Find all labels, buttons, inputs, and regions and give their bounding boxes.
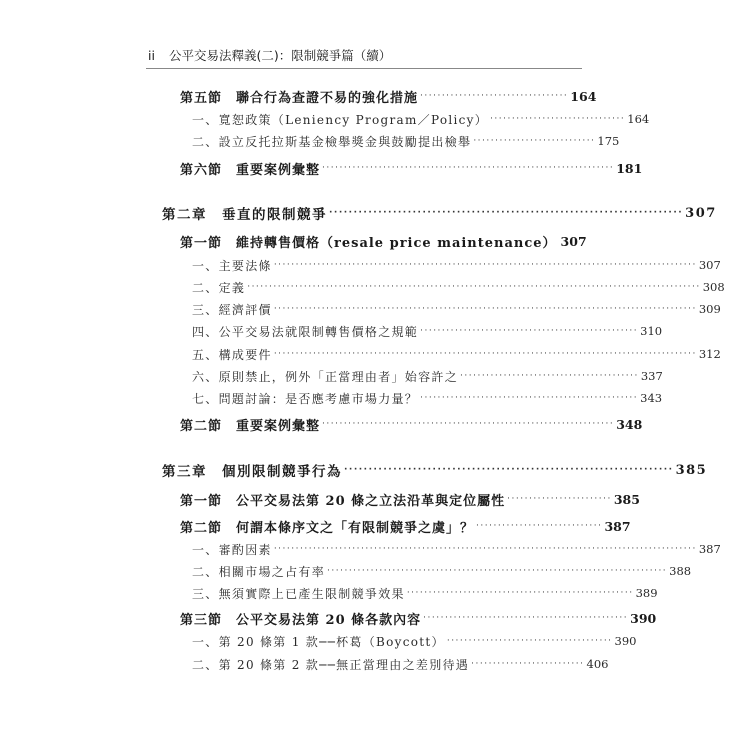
toc-entry-item (162, 344, 721, 364)
toc-entry-page: 308 (702, 280, 725, 294)
toc-entry-label: 第二章 垂直的限制競爭 (162, 207, 327, 223)
toc-entry-page: 307 (560, 233, 587, 249)
toc-entry-label: 二、第 20 條第 2 款──無正當理由之差別待遇 (192, 657, 470, 672)
toc-entry-item (162, 321, 663, 341)
dot-leader: ·················································· (420, 326, 639, 336)
toc-entry-section (162, 86, 597, 106)
toc-entry-page: 175 (597, 134, 620, 148)
toc-entry-label: 二、相關市場之占有率 (192, 564, 326, 579)
toc-entry-page: 343 (640, 391, 663, 405)
toc-entry-page: 307 (685, 205, 717, 221)
toc-entry-page: 309 (698, 302, 721, 316)
toc-entry-label: 五、構成要件 (192, 347, 272, 362)
dot-leader: ·································· (420, 91, 569, 101)
dot-leader: ········································································ (329, 208, 684, 218)
toc-entry-section (162, 608, 657, 628)
toc-entry-label: 第三節 公平交易法第 20 條各款內容 (180, 612, 422, 628)
dot-leader: ································································································· (273, 304, 697, 314)
dot-leader: ········································································································ (247, 282, 701, 292)
dot-leader: ···················································· (406, 588, 634, 598)
dot-leader: ·························· (471, 659, 585, 669)
dot-leader: ·············································································· (327, 566, 668, 576)
toc-entry-page: 390 (614, 634, 637, 648)
toc-entry-label: 三、經濟評價 (192, 302, 272, 317)
toc-entry-label: 二、定義 (192, 280, 246, 295)
toc-entry-section (162, 158, 643, 178)
toc-entry-label: 第一節 維持轉售價格（resale price maintenance） (180, 235, 557, 251)
toc-entry-item (162, 109, 650, 129)
dot-leader: ···························· (473, 136, 596, 146)
toc-entry-page: 389 (635, 586, 658, 600)
toc-entry-section (162, 231, 587, 251)
toc-entry-label: 一、審酌因素 (192, 542, 272, 557)
dot-leader: ··································································· (322, 163, 615, 173)
toc-entry-label: 第一節 公平交易法第 20 條之立法沿革與定位屬性 (180, 493, 506, 509)
toc-entry-item (162, 255, 721, 275)
toc-entry-label: 七、問題討論：是否應考慮市場力量？ (192, 391, 419, 406)
toc-entry-item (162, 277, 725, 297)
dot-leader: ······································ (446, 636, 613, 646)
dot-leader: ····························· (476, 521, 603, 531)
toc-entry-item (162, 561, 692, 581)
dot-leader: ······························· (490, 114, 626, 124)
dot-leader: ··································································· (344, 465, 674, 475)
toc-entry-item (162, 366, 663, 386)
toc-entry-label: 二、設立反托拉斯基金檢舉獎金與鼓勵提出檢舉 (192, 134, 472, 149)
dot-leader: ··································································· (322, 419, 615, 429)
toc-entry-label: 第二節 重要案例彙整 (180, 418, 321, 434)
dot-leader: ··············································· (423, 613, 629, 623)
toc-entry-label: 第三章 個別限制競爭行為 (162, 464, 342, 480)
table-of-contents (162, 0, 725, 750)
toc-entry-item (162, 631, 637, 651)
toc-entry-page: 164 (570, 88, 597, 104)
toc-entry-item (162, 388, 663, 408)
toc-entry-page: 385 (613, 491, 640, 507)
dot-leader: ········································· (460, 371, 639, 381)
toc-entry-label: 第二節 何謂本條序文之「有限制競爭之虞」？ (180, 520, 475, 536)
toc-entry-section (162, 489, 640, 509)
toc-entry-item (162, 583, 658, 603)
toc-entry-label: 一、寬恕政策（Leniency Program／Policy） (192, 112, 489, 127)
toc-entry-chapter (162, 460, 708, 480)
dot-leader: ································································································· (273, 260, 697, 270)
toc-entry-page: 348 (616, 416, 643, 432)
toc-entry-page: 385 (675, 462, 708, 478)
toc-entry-label: 一、主要法條 (192, 258, 272, 273)
toc-entry-page: 337 (640, 369, 663, 383)
toc-entry-page: 387 (698, 542, 721, 556)
page-number: ii (148, 48, 155, 63)
dot-leader: ································································································· (273, 349, 697, 359)
toc-entry-label: 第五節 聯合行為查證不易的強化措施 (180, 90, 419, 106)
toc-entry-item (162, 299, 721, 319)
dot-leader: ·················································· (420, 393, 639, 403)
toc-entry-page: 388 (669, 564, 692, 578)
dot-leader: ························ (507, 494, 612, 504)
toc-entry-page: 387 (604, 518, 631, 534)
toc-entry-section (162, 516, 631, 536)
toc-entry-label: 三、無須實際上已產生限制競爭效果 (192, 586, 405, 601)
toc-entry-page: 406 (586, 657, 609, 671)
toc-entry-page: 164 (627, 112, 650, 126)
running-title: 公平交易法釋義(二)：限制競爭篇（續） (168, 48, 392, 63)
toc-entry-label: 六、原則禁止，例外「正當理由者」始容許之 (192, 369, 459, 384)
dot-leader: ································································································· (273, 544, 697, 554)
toc-entry-page: 312 (698, 347, 721, 361)
toc-entry-item (162, 654, 609, 674)
toc-entry-label: 四、公平交易法就限制轉售價格之規範 (192, 324, 419, 339)
toc-entry-chapter (162, 203, 717, 223)
toc-entry-page: 390 (630, 610, 657, 626)
toc-entry-section (162, 414, 643, 434)
toc-entry-item (162, 131, 620, 151)
toc-entry-label: 第六節 重要案例彙整 (180, 162, 321, 178)
toc-entry-label: 一、第 20 條第 1 款──杯葛（Boycott） (192, 634, 445, 649)
toc-entry-page: 310 (640, 324, 663, 338)
toc-entry-item (162, 539, 721, 559)
toc-entry-page: 181 (616, 160, 643, 176)
toc-entry-page: 307 (698, 258, 721, 272)
